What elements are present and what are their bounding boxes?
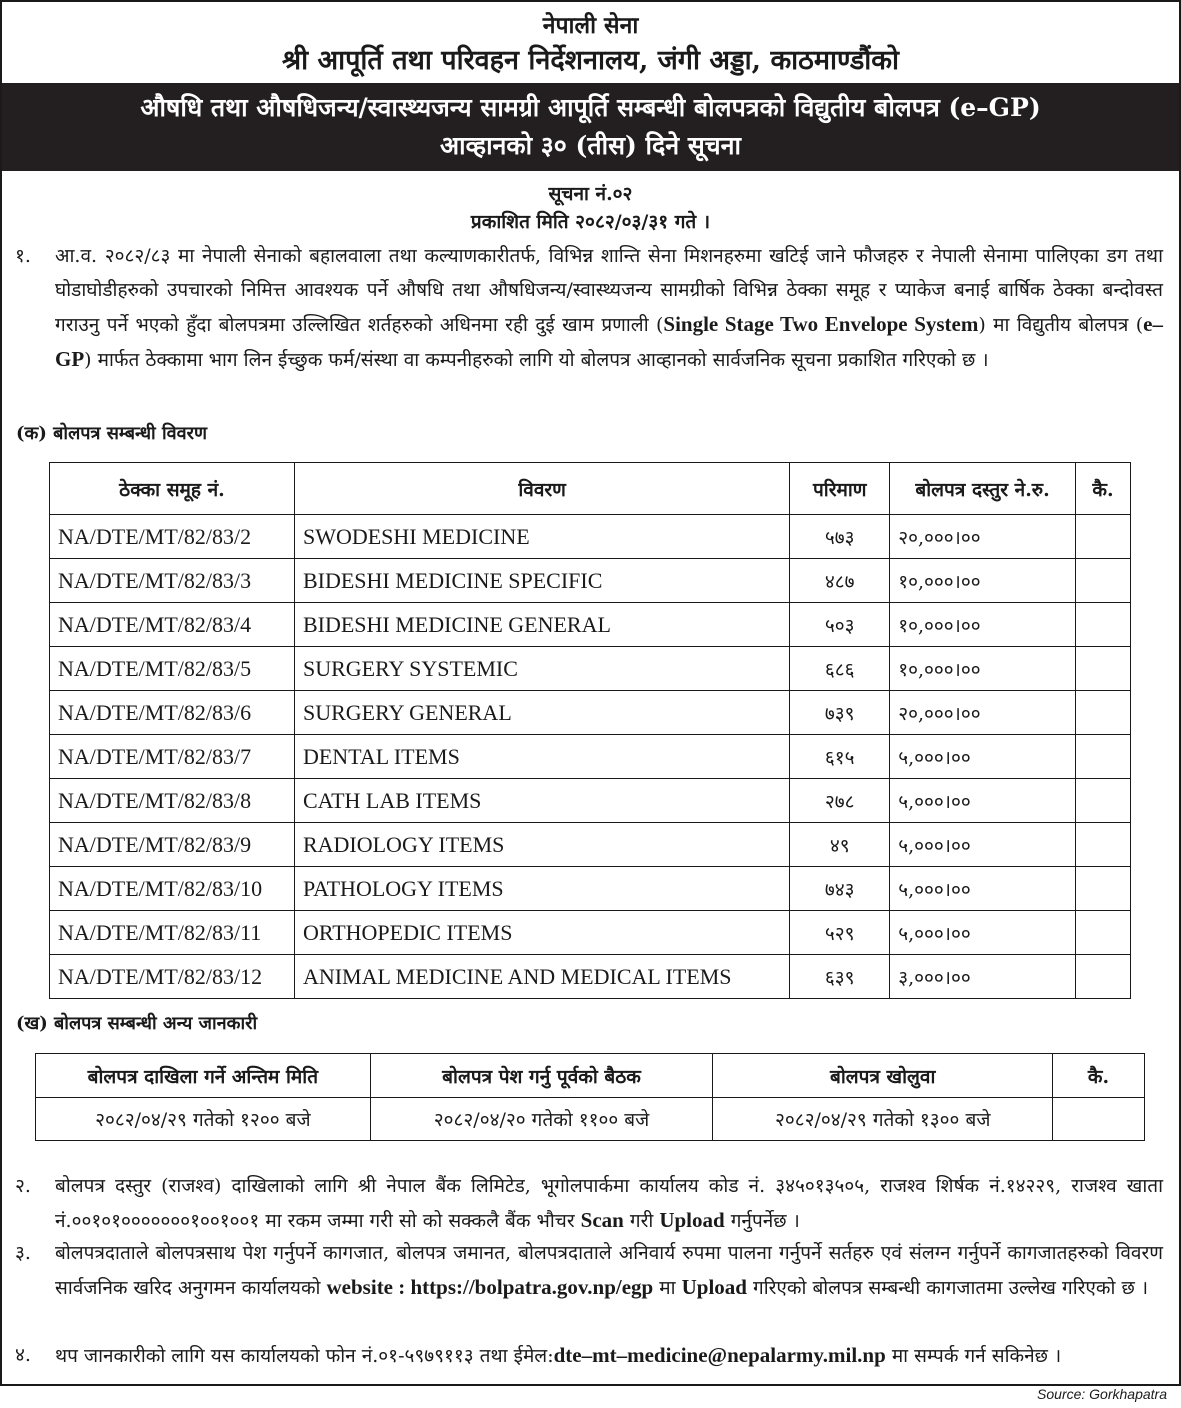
cell-qty: ६१५ — [790, 735, 890, 779]
table-row — [50, 911, 1131, 955]
cell-qty: ५२९ — [790, 911, 890, 955]
cell-code: NA/DTE/MT/82/83/7 — [50, 735, 295, 779]
section-ka-heading: (क) बोलपत्र सम्बन्धी विवरण — [16, 423, 208, 444]
col-header-remarks: कै. — [1076, 463, 1131, 515]
remarks-value — [1053, 1098, 1145, 1141]
cell-code: NA/DTE/MT/82/83/8 — [50, 779, 295, 823]
paragraph-2 — [15, 1169, 1163, 1238]
col-header-deadline: बोलपत्र दाखिला गर्ने अन्तिम मिति — [36, 1054, 371, 1098]
paragraph-text: ) मा विद्युतीय बोलपत्र ( — [978, 314, 1144, 336]
paragraph-text: मा सम्पर्क गर्न सकिनेछ । — [885, 1345, 1062, 1367]
paragraph-number: २. — [15, 1175, 31, 1197]
col-header-code: ठेक्का समूह नं. — [50, 463, 295, 515]
paragraph-number: ३. — [15, 1242, 31, 1264]
paragraph-3 — [15, 1236, 1163, 1305]
cell-remark — [1076, 515, 1131, 559]
cell-desc: ANIMAL MEDICINE AND MEDICAL ITEMS — [294, 955, 789, 999]
bid-details-table — [49, 462, 1131, 999]
paragraph-1 — [15, 239, 1163, 377]
cell-code: NA/DTE/MT/82/83/5 — [50, 647, 295, 691]
col-header-prebid-meeting: बोलपत्र पेश गर्नु पूर्वको बैठक — [370, 1054, 713, 1098]
cell-code: NA/DTE/MT/82/83/12 — [50, 955, 295, 999]
paragraph-text: गरी — [623, 1210, 660, 1232]
cell-qty: ४९ — [790, 823, 890, 867]
table-row — [50, 735, 1131, 779]
cell-remark — [1076, 823, 1131, 867]
paragraph-text: बोलपत्र दस्तुर (राजश्व) दाखिलाको लागि श्री नेपाल बैंक लिमिटेड, भूगोलपार्कमा कार्यालय कोड नं. ३४५०१३५०५, राजश्व शिर्षक नं.१४२२९, राजश्व खाता नं.००१०१०००००००१००१००१ मा रकम जम्मा गरी सो को सक्कलै बैंक भौचर — [55, 1175, 1163, 1232]
paragraph-text: थप जानकारीको लागि यस कार्यालयको फोन नं.०१-५९७९११३ तथा ईमेल: — [55, 1345, 554, 1367]
col-header-opening: बोलपत्र खोलुवा — [713, 1054, 1053, 1098]
table-row — [50, 603, 1131, 647]
cell-fee: १०,०००।०० — [890, 559, 1076, 603]
cell-code: NA/DTE/MT/82/83/6 — [50, 691, 295, 735]
table-header-row — [36, 1054, 1145, 1098]
table-row — [50, 867, 1131, 911]
table-row — [50, 823, 1131, 867]
org-name: नेपाली सेना — [542, 12, 639, 39]
paragraph-text: गर्नुपर्नेछ । — [724, 1210, 800, 1232]
cell-desc: SWODESHI MEDICINE — [294, 515, 789, 559]
paragraph-emphasis: e–GP — [55, 312, 1163, 371]
cell-desc: DENTAL ITEMS — [294, 735, 789, 779]
cell-code: NA/DTE/MT/82/83/2 — [50, 515, 295, 559]
paragraph-text: मा — [653, 1277, 682, 1299]
other-info-table — [35, 1053, 1145, 1141]
cell-code: NA/DTE/MT/82/83/10 — [50, 867, 295, 911]
cell-qty: ६८६ — [790, 647, 890, 691]
col-header-description: विवरण — [294, 463, 789, 515]
cell-qty: ७४३ — [790, 867, 890, 911]
cell-code: NA/DTE/MT/82/83/11 — [50, 911, 295, 955]
deadline-value: २०८२/०४/२९ गतेको १२०० बजे — [36, 1098, 371, 1141]
cell-code: NA/DTE/MT/82/83/3 — [50, 559, 295, 603]
paragraph-text: ) मार्फत ठेक्कामा भाग लिन ईच्छुक फर्म/संस्था वा कम्पनीहरुको लागि यो बोलपत्र आव्हानको सार्वजनिक सूचना प्रकाशित गरिएको छ । — [84, 349, 989, 371]
cell-remark — [1076, 779, 1131, 823]
cell-remark — [1076, 603, 1131, 647]
prebid-meeting-value: २०८२/०४/२० गतेको ११०० बजे — [370, 1098, 713, 1141]
cell-remark — [1076, 647, 1131, 691]
cell-desc: SURGERY GENERAL — [294, 691, 789, 735]
cell-desc: BIDESHI MEDICINE GENERAL — [294, 603, 789, 647]
cell-remark — [1076, 735, 1131, 779]
cell-qty: २७८ — [790, 779, 890, 823]
cell-qty: ६३९ — [790, 955, 890, 999]
title-line-2: आव्हानको ३० (तीस) दिने सूचना — [440, 131, 741, 160]
email-link[interactable]: dte–mt–medicine@nepalarmy.mil.np — [553, 1343, 886, 1367]
col-header-fee: बोलपत्र दस्तुर ने.रु. — [890, 463, 1076, 515]
cell-remark — [1076, 559, 1131, 603]
paragraph-text: बोलपत्रदाताले बोलपत्रसाथ पेश गर्नुपर्ने कागजात, बोलपत्र जमानत, बोलपत्रदाताले अनिवार्य रुपमा पालना गर्नुपर्ने सर्तहरु एवं संलग्न गर्नुपर्ने कागजातहरुको विवरण सार्वजनिक खरिद अनुगमन कार्यालयको — [55, 1242, 1163, 1299]
table-row — [50, 515, 1131, 559]
website-link[interactable]: website : https://bolpatra.gov.np/egp — [326, 1275, 654, 1299]
cell-qty: ५०३ — [790, 603, 890, 647]
cell-remark — [1076, 911, 1131, 955]
opening-value: २०८२/०४/२९ गतेको १३०० बजे — [713, 1098, 1053, 1141]
cell-desc: ORTHOPEDIC ITEMS — [294, 911, 789, 955]
cell-remark — [1076, 691, 1131, 735]
paragraph-emphasis: Upload — [681, 1275, 747, 1299]
cell-qty: ७३९ — [790, 691, 890, 735]
cell-fee: ५,०००।०० — [890, 911, 1076, 955]
cell-code: NA/DTE/MT/82/83/9 — [50, 823, 295, 867]
cell-fee: ५,०००।०० — [890, 779, 1076, 823]
cell-fee: ५,०००।०० — [890, 867, 1076, 911]
cell-remark — [1076, 955, 1131, 999]
notice-number: सूचना नं.०२ — [548, 183, 633, 205]
paragraph-emphasis: Scan — [580, 1208, 624, 1232]
paragraph-number: १. — [15, 245, 31, 267]
cell-fee: १०,०००।०० — [890, 603, 1076, 647]
table-header-row — [50, 463, 1131, 515]
cell-qty: ५७३ — [790, 515, 890, 559]
cell-desc: BIDESHI MEDICINE SPECIFIC — [294, 559, 789, 603]
cell-fee: ५,०००।०० — [890, 823, 1076, 867]
published-date: प्रकाशित मिति २०८२/०३/३१ गते । — [470, 211, 711, 233]
cell-desc: SURGERY SYSTEMIC — [294, 647, 789, 691]
table-row — [50, 955, 1131, 999]
col-header-remarks: कै. — [1053, 1054, 1145, 1098]
paragraph-emphasis: Upload — [659, 1208, 725, 1232]
source-credit: Source: Gorkhapatra — [1037, 1386, 1167, 1402]
cell-fee: २०,०००।०० — [890, 691, 1076, 735]
cell-fee: १०,०००।०० — [890, 647, 1076, 691]
title-line-1: औषधि तथा औषधिजन्य/स्वास्थ्यजन्य सामग्री आपूर्ति सम्बन्धी बोलपत्रको विद्युतीय बोलपत्र (e–GP) — [140, 93, 1041, 122]
cell-desc: CATH LAB ITEMS — [294, 779, 789, 823]
table-row — [36, 1098, 1145, 1141]
paragraph-number: ४. — [15, 1344, 31, 1366]
title-banner — [2, 83, 1179, 171]
cell-code: NA/DTE/MT/82/83/4 — [50, 603, 295, 647]
cell-fee: ३,०००।०० — [890, 955, 1076, 999]
cell-fee: २०,०००।०० — [890, 515, 1076, 559]
cell-qty: ४८७ — [790, 559, 890, 603]
paragraph-text: आ.व. २०८२/८३ मा नेपाली सेनाको बहालवाला तथा कल्याणकारीतर्फ, विभिन्न शान्ति सेना मिशनहरुमा खटिई जाने फौजहरु र नेपाली सेनामा पालिएका डग तथा घोडाघोडीहरुको उपचारको निमित्त आवश्यक पर्ने औषधि तथा औषधिजन्य/स्वास्थ्यजन्य सामग्रीको विभिन्न ठेक्का समूह र प्याकेज बनाई बार्षिक ठेक्का बन्दोवस्त गराउनु पर्ने भएको हुँदा बोलपत्रमा उल्लिखित शर्तहरुको अधिनमा रही दुई खाम प्रणाली ( — [55, 245, 1163, 336]
cell-desc: PATHOLOGY ITEMS — [294, 867, 789, 911]
paragraph-4 — [15, 1338, 1163, 1373]
table-row — [50, 559, 1131, 603]
table-row — [50, 647, 1131, 691]
section-kha-heading: (ख) बोलपत्र सम्बन्धी अन्य जानकारी — [16, 1013, 258, 1034]
table-row — [50, 691, 1131, 735]
cell-fee: ५,०००।०० — [890, 735, 1076, 779]
cell-remark — [1076, 867, 1131, 911]
col-header-quantity: परिमाण — [790, 463, 890, 515]
table-row — [50, 779, 1131, 823]
cell-desc: RADIOLOGY ITEMS — [294, 823, 789, 867]
paragraph-emphasis: Single Stage Two Envelope System — [663, 312, 979, 336]
directorate-name: श्री आपूर्ति तथा परिवहन निर्देशनालय, जंगी अड्डा, काठमाण्डौंको — [281, 45, 899, 76]
paragraph-text: गरिएको बोलपत्र सम्बन्धी कागजातमा उल्लेख गरिएको छ । — [746, 1277, 1149, 1299]
